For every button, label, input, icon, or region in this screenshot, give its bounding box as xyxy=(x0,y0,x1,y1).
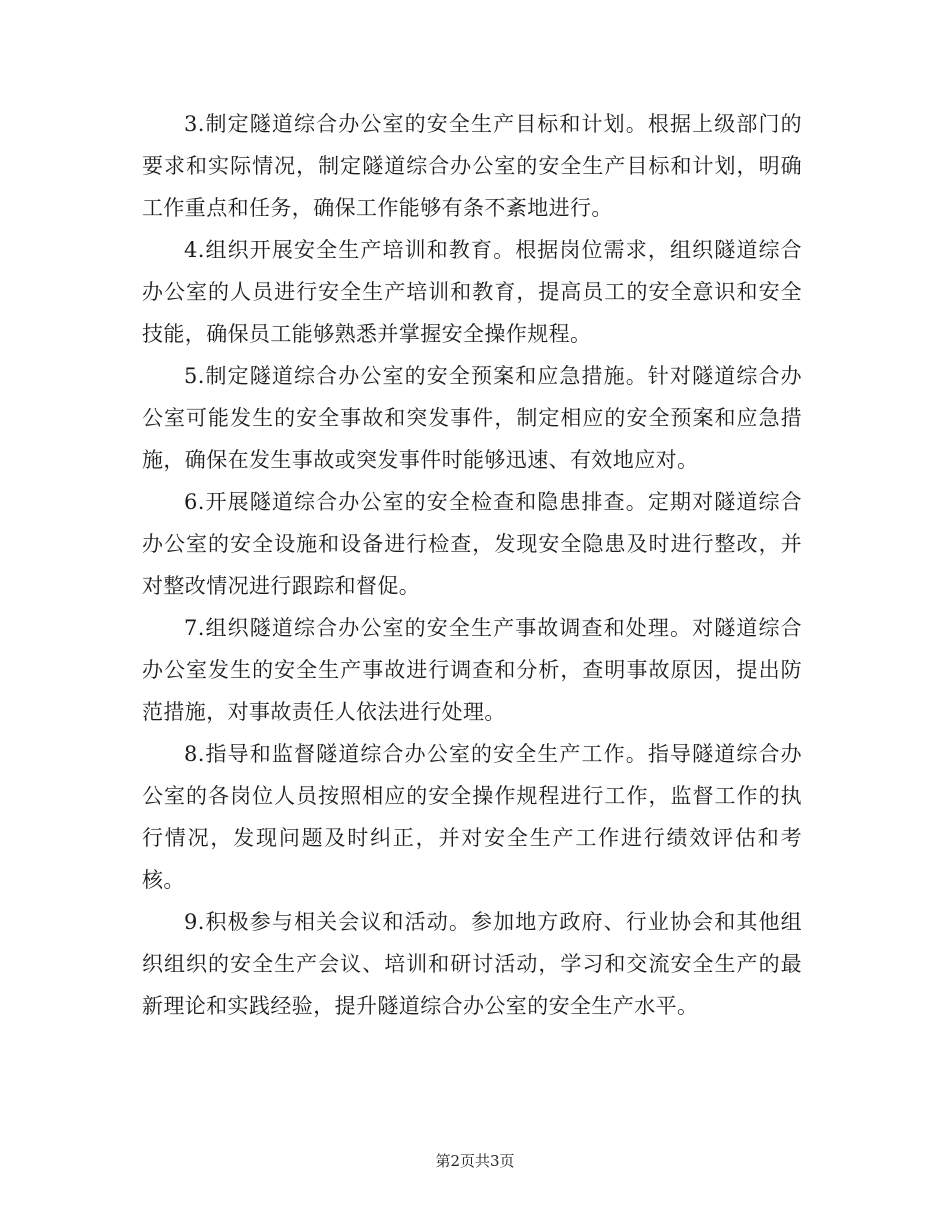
paragraph-item-7: 7.组织隧道综合办公室的安全生产事故调查和处理。对隧道综合办公室发生的安全生产事故进行调查和分析，查明事故原因，提出防范措施，对事故责任人依法进行处理。 xyxy=(142,616,802,724)
paragraph-item-5: 5.制定隧道综合办公室的安全预案和应急措施。针对隧道综合办公室可能发生的安全事故和突发事件，制定相应的安全预案和应急措施，确保在发生事故或突发事件时能够迅速、有效地应对。 xyxy=(142,364,802,472)
paragraph-item-8: 8.指导和监督隧道综合办公室的安全生产工作。指导隧道综合办公室的各岗位人员按照相应的安全操作规程进行工作，监督工作的执行情况，发现问题及时纠正，并对安全生产工作进行绩效评估和考核。 xyxy=(142,742,802,892)
document-body xyxy=(142,103,802,1027)
paragraph-item-3: 3.制定隧道综合办公室的安全生产目标和计划。根据上级部门的要求和实际情况，制定隧道综合办公室的安全生产目标和计划，明确工作重点和任务，确保工作能够有条不紊地进行。 xyxy=(142,112,802,220)
paragraph-item-4: 4.组织开展安全生产培训和教育。根据岗位需求，组织隧道综合办公室的人员进行安全生产培训和教育，提高员工的安全意识和安全技能，确保员工能够熟悉并掌握安全操作规程。 xyxy=(142,238,802,346)
page-number-footer: 第2页共3页 xyxy=(435,1152,515,1170)
paragraph-item-9: 9.积极参与相关会议和活动。参加地方政府、行业协会和其他组织组织的安全生产会议、培训和研讨活动，学习和交流安全生产的最新理论和实践经验，提升隧道综合办公室的安全生产水平。 xyxy=(142,910,802,1018)
paragraph-item-6: 6.开展隧道综合办公室的安全检查和隐患排查。定期对隧道综合办公室的安全设施和设备进行检查，发现安全隐患及时进行整改，并对整改情况进行跟踪和督促。 xyxy=(142,490,802,598)
